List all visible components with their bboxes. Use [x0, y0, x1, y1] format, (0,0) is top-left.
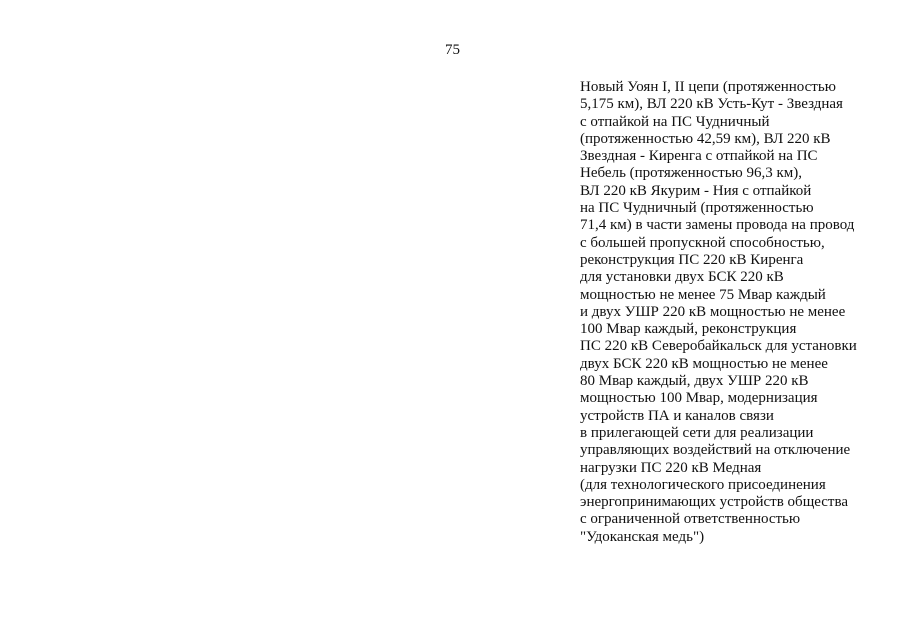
text-line: и двух УШР 220 кВ мощностью не менее — [580, 303, 846, 320]
text-line: реконструкция ПС 220 кВ Киренга — [580, 251, 804, 268]
text-line: Новый Уоян I, II цепи (протяженностью — [580, 79, 836, 95]
text-line: (протяженностью 42,59 км), ВЛ 220 кВ — [580, 130, 831, 147]
text-line: для установки двух БСК 220 кВ — [580, 269, 784, 286]
text-line: энергопринимающих устройств общества — [580, 494, 849, 511]
text-line: ВЛ 220 кВ Якурим - Ния с отпайкой — [580, 182, 812, 199]
text-line: с ограниченной ответственностью — [580, 511, 801, 528]
page-number: 75 — [445, 42, 460, 58]
text-line: в прилегающей сети для реализации — [580, 424, 814, 441]
text-line: 5,175 км), ВЛ 220 кВ Усть-Кут - Звездная — [580, 96, 843, 113]
text-line: нагрузки ПС 220 кВ Медная — [580, 459, 762, 476]
text-line: с большей пропускной способностью, — [580, 234, 825, 251]
text-line: 71,4 км) в части замены провода на провод — [580, 217, 855, 234]
text-line: ПС 220 кВ Северобайкальск для установки — [580, 338, 857, 355]
text-line: двух БСК 220 кВ мощностью не менее — [580, 355, 828, 372]
text-line: 100 Мвар каждый, реконструкция — [580, 321, 797, 338]
text-line: мощностью не менее 75 Мвар каждый — [580, 286, 826, 303]
text-line: управляющих воздействий на отключение — [580, 442, 851, 459]
text-line: Небель (протяженностью 96,3 км), — [580, 165, 803, 182]
text-line: устройств ПА и каналов связи — [580, 407, 774, 424]
text-line: мощностью 100 Мвар, модернизация — [580, 390, 818, 407]
text-line: Звездная - Киренга с отпайкой на ПС — [580, 148, 818, 165]
document-text-block — [580, 79, 880, 546]
text-line: с отпайкой на ПС Чудничный — [580, 113, 770, 130]
text-line: (для технологического присоединения — [580, 476, 826, 493]
text-line: на ПС Чудничный (протяженностью — [580, 200, 814, 217]
text-line: 80 Мвар каждый, двух УШР 220 кВ — [580, 373, 809, 390]
text-line: "Удоканская медь") — [580, 528, 705, 545]
